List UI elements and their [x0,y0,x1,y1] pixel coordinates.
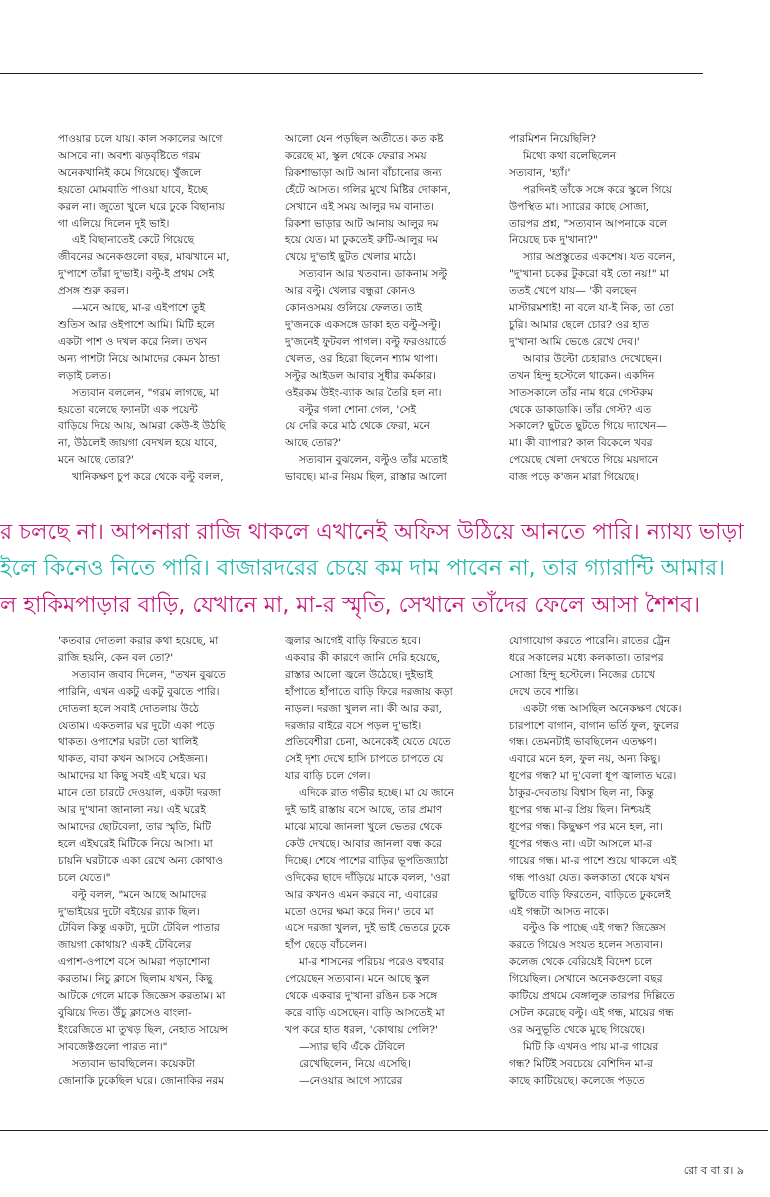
text-line: চারপাশে বাগান, বাগান ভর্তি ফুল, ফুলের [509,719,679,732]
text-line: আলো যেন পড়ছিল অতীতে। কত কষ্ট [285,133,444,145]
text-line: সত্যবান বললেন, "গরম লাগছে, মা [72,386,219,399]
text-line: পারমিশন নিয়েছিলি? [509,133,596,145]
text-line: ধরে সকালের মধ্যে কলকাতা। তারপর [509,651,664,664]
text-line: মনে আছে তোর?' [58,454,134,467]
text-line: ভাবছে। মা-র নিয়ম ছিল, রাস্তার আলো [285,471,447,484]
text-line: প্রসঙ্গ শুরু করল। [58,285,129,298]
text-line: গিয়েছিল। সেখানে অনেকগুলো বছর [509,973,663,986]
text-line: নিয়েছে চক দু'খানা?" [509,234,598,247]
text-line: বুঝিয়ে দিত। উঁচু ক্লাসেও বাংলা- [58,1006,192,1019]
text-line: করতাম। নিচু ক্লাসে ছিলাম যখন, কিছু [58,973,213,986]
text-line: ইংরেজিতে মা তুখড় ছিল, নেহাত সায়েন্স [58,1023,228,1036]
text-line: করল না। জুতো খুলে ঘরে ঢুকে বিছানায় [58,200,225,213]
text-line: হয়ে যেত। মা ঢুকতেই রুটি-আলুর দম [285,234,439,247]
text-line: দু'জনেই ফুটবল পাগল। বল্টু ফরওয়ার্ডে [285,335,447,348]
text-line: চুরি। আমার ছেলে চোর? ওর হাত [509,318,650,331]
text-line: জোনাকি ঢুকেছিল ঘরে। জোনাকির নরম [58,1074,225,1087]
text-line: আর বল্টু। খেলার বন্ধুরা কোনও [285,285,416,298]
page-footer: রো ব বা র। ৯ [683,1164,744,1177]
text-line: বল্টু বলল, "মনে আছে আমাদের [72,888,207,901]
text-line: রাস্তার আলো জ্বলে উঠেছে। দুইভাই [285,668,433,681]
text-line: আবার উল্টো চেহারাও দেখেছেন। [523,352,662,365]
text-line: সকালে? ছুটতে ছুটতে গিয়ে দ্যাখেন— [509,420,667,433]
text-line: কাছে কাটিয়েছে। কলেজে পড়তে [509,1074,645,1087]
text-line: একটা পাশ ও দখল করে নিল। তখন [58,335,208,348]
text-line: হাঁপাতে হাঁপাতে বাড়ি ফিরে দরজায় কড়া [285,685,453,698]
text-line: —মনে আছে, মা-র এইপাশে তুই [72,302,206,315]
text-line: বল্টুর গলা শোনা গেল, 'সেই [299,403,417,416]
text-line: হেঁটে আসত। গলির মুখে মিষ্টির দোকান, [285,183,451,196]
top-rule [0,73,703,74]
text-line: "দু'খানা চকের টুকরো বই তো নয়!" মা [509,268,669,281]
text-line: খেয়ে দু'ভাই ছুটত খেলার মাঠে। [285,251,417,264]
text-line: আর দু'খানা জানালা নয়। এই ঘরেই [58,804,206,817]
text-line: এই বিছানাতেই কেটে গিয়েছে [72,234,195,247]
text-line: ছুটিতে বাড়ি ফিরতেন, বাড়িতে ঢুকলেই [509,888,671,901]
text-line: লড়াই চলত। [58,369,111,382]
text-line: টেবিল কিন্তু একটা, দুটো টেবিল পাতার [58,922,220,935]
text-line: এবারে মনে হল, ফুল নয়, অন্য কিছু। [509,753,661,766]
text-line: থেকে ডাকাডাকি। তাঁর গেস্ট? এত [509,403,652,416]
text-line: কোনওসময় গুলিয়ে ফেলত। তাই [285,302,423,315]
text-line: স্যার অপ্রস্তুতের একশেষ। যত বলেন, [523,251,676,264]
text-line: সত্যবান বুঝলেন, বল্টুও তাঁর মতোই [299,454,448,467]
text-line: সত্যবান ভাবছিলেন। কয়েকটা [72,1057,195,1070]
text-line: 'কতবার দোতলা করার কথা হয়েছে, মা [58,635,219,647]
text-line: কাটিয়ে প্রথমে বেঙ্গালুরু তারপর দিল্লিতে [509,990,675,1003]
text-line: পেয়েছে খেলা দেখতে গিয়ে ময়দানে [509,454,659,467]
text-line: খেলত, ওর হিরো ছিলেন শ্যাম থাপা। [285,352,438,365]
text-line: দু'ভাইয়ের দুটো বইয়ের র‍্যাক ছিল। [58,905,200,918]
text-line: এসে দরজা খুলল, দুই ভাই ভেতরে ঢুকে [285,922,451,935]
pull-quote-line-2: ইলে কিনেও নিতে পারি। বাজারদরের চেয়ে কম দাম পাবেন না, তার গ্যারান্টি আমার। [0,556,726,581]
top-column-1 [58,131,270,486]
text-line: এদিকে রাত গভীর হচ্ছে। মা যে জানে [299,787,455,800]
text-line: বাড়িয়ে দিয়ে আয়, আমরা কেউ-ই উঠছি [58,420,226,433]
text-line: রাজি হয়নি, কেন বল তো?' [58,651,174,664]
text-line: —নেওয়ার আগে স্যারের [299,1074,403,1087]
text-line: সেখানে এই সময় আলুর দম বানাত। [285,200,435,213]
text-line: রিকশাভাড়া আট আনা বাঁচানোর জন্য [285,166,442,179]
text-line: চায়নি ঘরটাকে একা রেখে অন্য কোথাও [58,854,224,867]
text-line: যেতাম। একতলার ঘর দুটো একা পড়ে [58,719,215,732]
text-line: বল্টুও কি পাচ্ছে এই গন্ধ? জিজ্ঞেস [523,922,666,935]
top-column-3 [509,131,722,486]
text-line: থাকত, বাবা কখন আসবে সেইজন্য। [58,753,208,766]
text-line: ওইরকম উইং-ব্যাক আর তৈরি হল না। [285,386,442,399]
text-line: সেটল করেছে বল্টু। এই গন্ধ, মায়ের গন্ধ [509,1006,674,1019]
text-line: তখন হিন্দু হস্টেলে থাকেন। একদিন [509,369,655,382]
text-line: হয়তো বলেছে ফ্যানটা এক পয়েন্ট [58,403,198,416]
text-line: আটকে গেলে মাকে জিজ্ঞেস করতাম। মা [58,990,226,1003]
text-line: অনেকখানিই কমে গিয়েছে। খুঁজলে [58,166,202,179]
text-line: আসবে না। অবশ্য ঝড়বৃষ্টিতে গরম [58,149,201,162]
text-line: অন্য পাশটা নিয়ে আমাদের কেমন ঠান্ডা [58,352,220,365]
text-line: জ্বলার আগেই বাড়ি ফিরতে হবে। [285,635,421,647]
text-line: ধূপের গন্ধ মা-র প্রিয় ছিল। নিশ্চয়ই [509,804,651,817]
text-line: তারপর প্রশ্ন, "সত্যবান আপনাকে বলে [509,217,668,230]
text-line: দুই ভাই রাস্তায় বসে আছে, তার প্রমাণ [285,804,443,817]
bottom-column-1 [58,633,270,1089]
text-line: যার বাড়ি চলে গেল। [285,770,371,783]
text-line: আছে তোর?' [285,437,342,450]
text-line: যে দেরি করে মাঠ থেকে ফেরা, মনে [285,420,431,433]
text-line: কেউ দেখছে। আবার জানলা বন্ধ করে [285,837,442,850]
text-line: ধূপের গন্ধ? মা দু'বেলা ধূপ জ্বালাত ঘরে। [509,770,677,783]
text-line: চলে যেতে।" [58,871,111,884]
text-line: গন্ধ? মিটিই সবচেয়ে বেশিদিন মা-র [509,1057,653,1070]
text-line: শুতিস আর ওইপাশে আমি। মিটি হলে [58,318,215,331]
text-line: হলে এইঘরেই মিটিকে নিয়ে আসা। মা [58,837,213,850]
text-line: মাস্টারমশাই! না বলে যা-ই নিক, তা তো [509,302,674,315]
text-line: ধূপের গন্ধ। কিছুক্ষণ পর মনে হল, না। [509,820,663,833]
text-line: পেয়েছেন সত্যবান। মনে আছে স্কুল [285,973,430,986]
text-line: দু'পাশে তাঁরা দু'ভাই। বল্টু-ই প্রথম সেই [58,268,214,281]
bottom-rule [0,1130,768,1131]
text-line: যোগাযোগ করতে পারেনি। রাতের ট্রেন [509,635,671,647]
text-line: সাবজেক্টগুলো পারত না।" [58,1040,168,1053]
text-line: ঠাকুর-দেবতায় বিশ্বাস ছিল না, কিন্তু [509,787,654,800]
text-line: ওদিকের ছাদে দাঁড়িয়ে মাকে বলল, 'ওরা [285,871,451,884]
text-line: পাওয়ার চলে যায়। কাল সকালের আগে [58,133,223,145]
text-line: ধূপের গন্ধও না। এটা আসলে মা-র [509,837,653,850]
text-line: সত্যবান আর খতবান। ডাকনাম সল্টু [299,268,448,281]
text-line: হাঁপ ছেড়ে বাঁচলেন। [285,939,368,952]
text-line: রিকশা ভাড়ার আট আনায় আলুর দম [285,217,439,230]
text-line: বাজ পড়ে ক'জন মারা গিয়েছে। [509,471,639,484]
top-column-2 [285,131,497,486]
text-line: দু'খানা আমি ভেঙে রেখে দেব।' [509,335,640,348]
text-line: কলেজ থেকে বেরিয়েই বিদেশ চলে [509,956,653,969]
text-line: জীবনের অনেকগুলো বছর, মাঝখানে মা, [58,251,230,264]
text-line: গায়ের গন্ধ। মা-র পাশে শুয়ে থাকলে এই [509,854,677,867]
bottom-column-2 [285,633,497,1089]
bottom-column-3 [509,633,722,1089]
text-line: উপস্থিত মা। স্যারের কাছে সোজা, [509,200,650,213]
text-line: দোতলা হলে সবাই দোতলায় উঠে [58,702,199,715]
text-line: একবার কী কারণে জানি দেরি হয়েছে, [285,651,441,664]
text-line: নাড়ল। দরজা খুলল না। কী আর করা, [285,702,443,715]
text-line: পরদিনই তাঁকে সঙ্গে করে স্কুলে গিয়ে [523,183,673,196]
text-line: হয়তো মোমবাতি পাওয়া যাবে, ইচ্ছে [58,183,208,196]
pull-quote-line-3: ল হাকিমপাড়ার বাড়ি, যেখানে মা, মা-র স্মৃতি, সেখানে তাঁদের ফেলে আসা শৈশব। [0,593,701,618]
text-line: মাঝে মাঝে জানলা খুলে ভেতর থেকে [285,820,443,833]
text-line: মা। কী ব্যাপার? কাল বিকেলে খবর [509,437,653,450]
text-line: ততই খেপে যায়— 'কী বলছেন [509,285,637,298]
text-line: —স্যার ছবি এঁকে টেবিলে [299,1040,405,1053]
text-line: সল্টুর আইডল আবার সুধীর কর্মকার। [285,369,436,382]
text-line: করেছে মা, স্কুল থেকে ফেরার সময় [285,149,427,162]
text-line: জায়গা কোথায়? একই টেবিলের [58,939,192,952]
text-line: মিথ্যে কথা বলেছিলেন [523,149,617,162]
text-line: ওর অনুভূতি থেকে মুছে গিয়েছে। [509,1023,645,1036]
text-line: মিটি কি এখনও পায় মা-র গায়ের [523,1040,659,1053]
text-line: রেখেছিলেন, নিয়ে এসেছি। [299,1057,411,1070]
text-line: এপাশ-ওপাশে বসে আমরা পড়াশোনা [58,956,210,969]
text-line: থেকে একবার দু'খানা রঙিন চক সঙ্গে [285,990,438,1003]
text-line: গন্ধ। তেমনটাই ভাবছিলেন এতক্ষণ। [509,736,657,749]
text-line: মতো ওদের ক্ষমা করে দিন।' তবে মা [285,905,434,918]
text-line: দু'জনকে একসঙ্গে ডাকা হত বল্টু-সল্টু। [285,318,441,331]
text-line: মা-র শাসনের পরিচয় পরেও বহুবার [299,956,445,969]
text-line: করতে গিয়েও সংযত হলেন সত্যবান। [509,939,663,952]
text-line: মানে তো চারটে দেওয়াল, একটা দরজা [58,787,221,800]
text-line: সোজা হিন্দু হস্টেলে। নিজের চোখে [509,668,656,681]
text-line: আর কখনও এমন করবে না, এবারের [285,888,438,901]
text-line: দরজার বাইরে বসে পড়ল দু'ভাই। [285,719,422,732]
text-line: আমাদের যা কিছু সবই এই ঘরে। ঘর [58,770,206,783]
text-line: করে বাড়ি এসেছেন। বাড়ি আসতেই মা [285,1006,445,1019]
text-line: সত্যবান জবাব দিলেন, "তখন বুঝতে [72,668,226,681]
pull-quote-line-1: র চলছে না। আপনারা রাজি থাকলে এখানেই অফিস উঠিয়ে আনতে পারি। ন্যায্য ভাড়া [0,520,744,545]
text-line: খপ করে হাত ধরল, 'কোথায় পেলি?' [285,1023,438,1036]
text-line: দেখে তবে শান্তি। [509,685,579,698]
text-line: সত্যবান, 'হ্যাঁ।' [509,166,571,179]
text-line: প্রতিবেশীরা চেনা, অনেকেই যেতে যেতে [285,736,451,749]
text-line: পারিনি, এখন একটু একটু বুঝতে পারি। [58,685,220,698]
text-line: গা এলিয়ে দিলেন দুই ভাই। [58,217,170,230]
text-line: না, উঠলেই জায়গা বেদখল হয়ে যাবে, [58,437,218,450]
text-line: সাতসকালে তাঁর নাম ধরে গেস্টরুম [509,386,654,399]
text-line: খানিকক্ষণ চুপ করে থেকে বল্টু বলল, [72,471,224,484]
text-line: সেই দৃশ্য দেখে হাসি চাপতে চাপতে যে [285,753,444,766]
text-line: গন্ধ পাওয়া যেত। কলকাতা থেকে যখন [509,871,670,884]
text-line: থাকত। ওপাশের ঘরটা তো খালিই [58,736,198,749]
text-line: দিচ্ছে। শেষে পাশের বাড়ির ভূপতিজ্যাঠা [285,854,449,867]
text-line: এই গন্ধটা আসত নাকে। [509,905,610,918]
text-line: আমাদের ছোটবেলা, তার স্মৃতি, মিটি [58,820,211,833]
text-line: একটা গন্ধ আসছিল অনেকক্ষণ থেকে। [523,702,682,715]
